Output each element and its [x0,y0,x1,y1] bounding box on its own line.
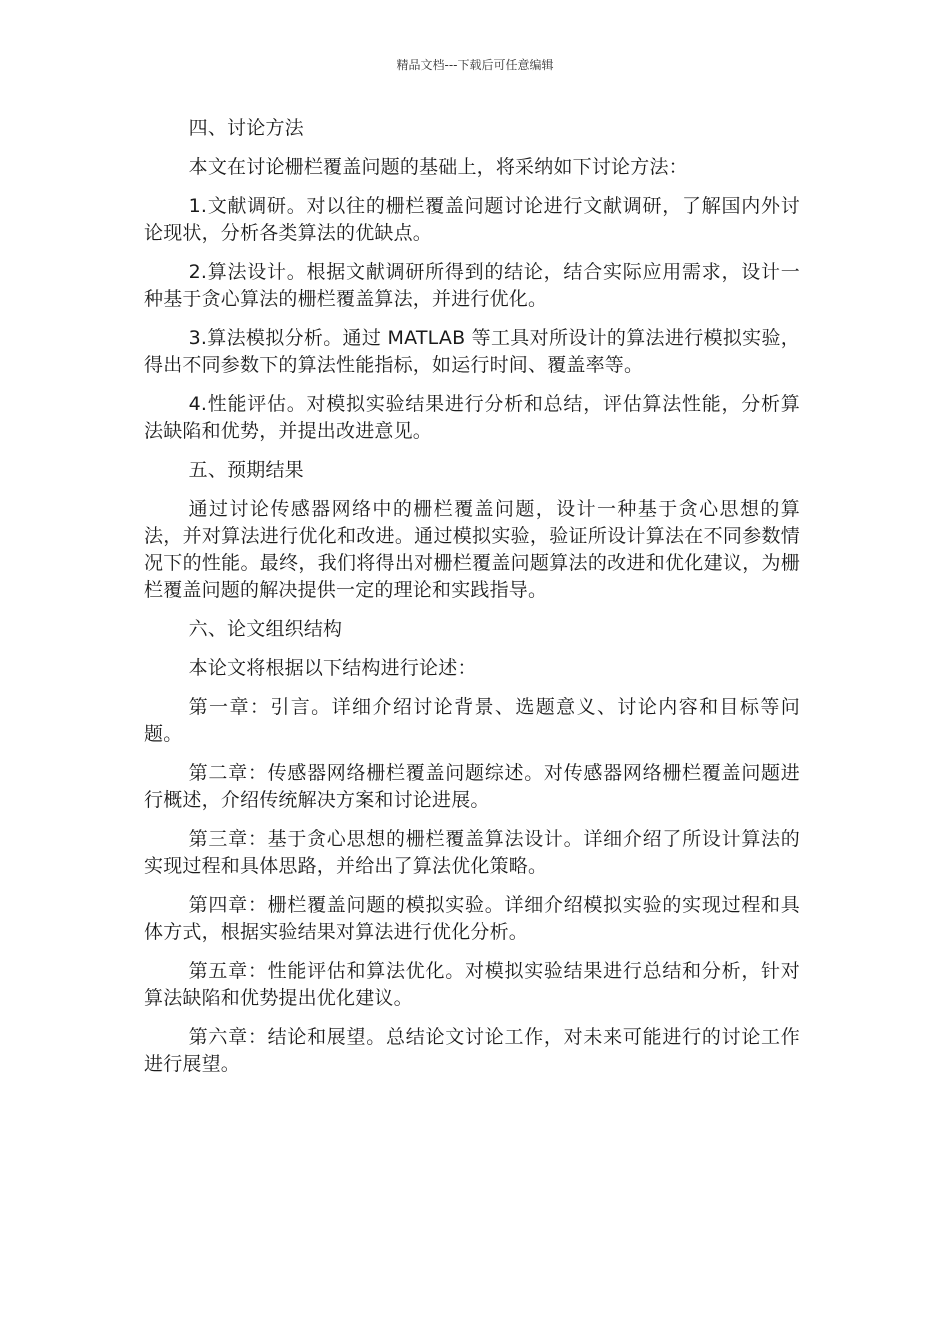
section-heading-methods: 四、讨论方法 [188,117,304,139]
method-algorithm-design: 2.算法设计。根据文献调研所得到的结论，结合实际应用需求，设计一种基于贪心算法的栅栏覆盖算法，并进行优化。 [144,261,800,310]
method-simulation-analysis: 3.算法模拟分析。通过 MATLAB 等工具对所设计的算法进行模拟实验，得出不同参数下的算法性能指标，如运行时间、覆盖率等。 [144,327,800,376]
chapter-4: 第四章：栅栏覆盖问题的模拟实验。详细介绍模拟实验的实现过程和具体方式，根据实验结果对算法进行优化分析。 [144,894,800,943]
method-performance-evaluation: 4.性能评估。对模拟实验结果进行分析和总结，评估算法性能，分析算法缺陷和优势，并提出改进意见。 [144,393,800,442]
chapter-1: 第一章：引言。详细介绍讨论背景、选题意义、讨论内容和目标等问题。 [144,696,800,745]
method-literature-review: 1.文献调研。对以往的栅栏覆盖问题讨论进行文献调研，了解国内外讨论现状，分析各类算法的优缺点。 [144,195,800,244]
section-heading-expected-results: 五、预期结果 [188,459,304,481]
expected-results-text: 通过讨论传感器网络中的栅栏覆盖问题，设计一种基于贪心思想的算法，并对算法进行优化和改进。通过模拟实验，验证所设计算法在不同参数情况下的性能。最终，我们将得出对栅栏覆盖问题算法的改进和优化建议，为栅栏覆盖问题的解决提供一定的理论和实践指导。 [144,498,800,601]
chapter-6: 第六章：结论和展望。总结论文讨论工作，对未来可能进行的讨论工作进行展望。 [144,1026,800,1075]
section-heading-structure: 六、论文组织结构 [188,618,343,640]
chapter-5: 第五章：性能评估和算法优化。对模拟实验结果进行总结和分析，针对算法缺陷和优势提出优化建议。 [144,960,800,1009]
chapter-2: 第二章：传感器网络栅栏覆盖问题综述。对传感器网络栅栏覆盖问题进行概述，介绍传统解决方案和讨论进展。 [144,762,800,811]
methods-intro: 本文在讨论栅栏覆盖问题的基础上，将采纳如下讨论方法： [188,156,688,178]
page-header: 精品文档---下载后可任意编辑 [396,58,554,72]
structure-intro: 本论文将根据以下结构进行论述： [188,657,477,679]
chapter-3: 第三章：基于贪心思想的栅栏覆盖算法设计。详细介绍了所设计算法的实现过程和具体思路，并给出了算法优化策略。 [144,828,800,877]
document-body [144,115,800,1090]
